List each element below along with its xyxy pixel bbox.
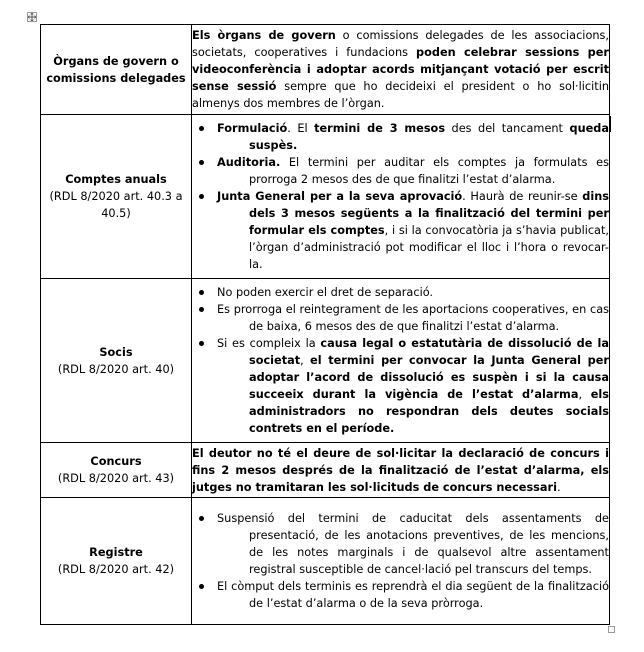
bullet-dot-icon	[199, 194, 204, 199]
row-reference: (RDL 8/2020 art. 40.3 a 40.5)	[49, 190, 183, 220]
table-row	[41, 115, 610, 279]
text-run: . El	[287, 122, 315, 135]
row-title: Registre	[89, 546, 143, 559]
row-reference: (RDL 8/2020 art. 42)	[57, 563, 175, 576]
row-title: Socis	[99, 345, 133, 359]
bullet-list	[192, 120, 609, 273]
bold-text-run: el termini per convocar la Junta General per adoptar l’acord de dissolució es suspèn i si la causa succeeix durant la vigència de l’estat d’alarma	[249, 354, 609, 401]
row-title: Comptes anuals	[65, 173, 167, 186]
row-label-cell[interactable]	[41, 115, 192, 279]
text-run: No poden exercir el dret de separació.	[217, 286, 434, 299]
bullet-item	[192, 301, 609, 335]
table-row	[41, 279, 610, 443]
content-paragraph	[192, 445, 609, 496]
bullet-item	[192, 188, 609, 273]
table-resize-icon[interactable]	[608, 626, 615, 633]
text-run: Es prorroga el reintegrament de les aportacions cooperatives, en cas de baixa, 6 mesos des de que finalitzi l’estat d’alarma.	[217, 303, 609, 333]
bold-text-run: poden celebrar sessions per videoconferència i adoptar acords mitjançant votació per escrit sense sessió	[192, 46, 609, 93]
bold-text-run: dins dels 3 mesos següents a la finalització del termini per formular els comptes	[249, 190, 609, 237]
text-run: El còmput dels terminis es reprendrà el dia següent de la finalització de l’estat d’alarma o de la seva pròrroga.	[217, 580, 609, 610]
table-row	[41, 25, 610, 115]
bold-text-run: termini de 3 mesos	[314, 122, 446, 135]
bullet-list	[192, 284, 609, 437]
row-reference: (RDL 8/2020 art. 40)	[57, 362, 175, 376]
row-title: Concurs	[90, 455, 142, 468]
row-label-cell[interactable]	[41, 498, 192, 625]
bullet-list	[192, 510, 609, 612]
bullet-dot-icon	[199, 290, 204, 295]
text-cursor	[610, 116, 611, 132]
text-run: , i si la convocatòria ja s’havia publicat, l’òrgan d’administració pot modificar el lloc i l’hora o revocar-la.	[249, 224, 610, 271]
row-label-cell[interactable]	[41, 443, 192, 498]
bullet-dot-icon	[199, 341, 204, 346]
table-row	[41, 443, 610, 498]
text-run: ,	[300, 354, 311, 367]
bullet-dot-icon	[199, 584, 204, 589]
table-row	[41, 498, 610, 625]
content-paragraph	[192, 27, 609, 112]
bold-text-run: El deutor no té el deure de sol·licitar la declaració de concurs i fins 2 mesos després de la finalització de l’estat d’alarma, els jutges no tramitaran les sol·licituds de concurs necessari	[192, 446, 609, 494]
summary-table	[40, 24, 610, 625]
bullet-item	[192, 510, 609, 578]
bold-text-run: Junta General per a la seva aprovació	[217, 190, 463, 203]
bullet-item	[192, 578, 609, 612]
text-run: . Haurà de reunir-se	[462, 190, 583, 203]
row-content-cell[interactable]	[192, 25, 610, 115]
bullet-dot-icon	[199, 307, 204, 312]
text-run: sempre que ho decideixi el president o ho sol·licitin almenys dos membres de l’òrgan.	[192, 80, 609, 110]
bullet-item	[192, 335, 609, 437]
row-label-cell[interactable]	[41, 25, 192, 115]
row-content-cell[interactable]	[192, 279, 610, 443]
text-run: ,	[578, 388, 591, 401]
bold-text-run: Auditoria.	[217, 156, 281, 169]
bullet-dot-icon	[199, 126, 204, 131]
row-label-cell[interactable]	[41, 279, 192, 443]
bold-text-run: causa legal o estatutària de dissolució de la societat	[249, 337, 609, 367]
bold-text-run: queda suspès.	[249, 122, 609, 152]
bullet-dot-icon	[199, 160, 204, 165]
bold-text-run: Formulació	[217, 122, 288, 135]
row-reference: (RDL 8/2020 art. 43)	[57, 472, 175, 485]
row-content-cell[interactable]	[192, 498, 610, 625]
text-run: Si es compleix la	[217, 337, 321, 350]
text-run: Suspensió del termini de caducitat dels assentaments de presentació, de les anotacions preventives, de les mencions, de les notes marginals i de qualsevol altre assentament registral susceptible de cancel·lació pel transcurs del temps.	[217, 512, 609, 576]
text-run: El termini per auditar els comptes ja formulats es prorroga 2 mesos des de que finalitzi l’estat d’alarma.	[249, 156, 609, 186]
text-run: .	[556, 480, 561, 494]
bold-text-run: els administradors no respondran dels deutes socials contrets en el període.	[249, 388, 609, 435]
bullet-item	[192, 284, 609, 301]
table-move-icon[interactable]	[27, 12, 37, 22]
row-content-cell[interactable]	[192, 443, 610, 498]
bullet-item	[192, 154, 609, 188]
bullet-dot-icon	[199, 516, 204, 521]
row-title: Òrgans de govern o comissions delegades	[46, 54, 186, 85]
bullet-item	[192, 120, 609, 154]
row-content-cell[interactable]	[192, 115, 610, 279]
bold-text-run: Els òrgans de govern	[192, 29, 336, 42]
text-run: des del tancament	[445, 122, 570, 135]
text-run: o comissions delegades de les associacions, societats, cooperatives i fundacions	[192, 29, 609, 59]
